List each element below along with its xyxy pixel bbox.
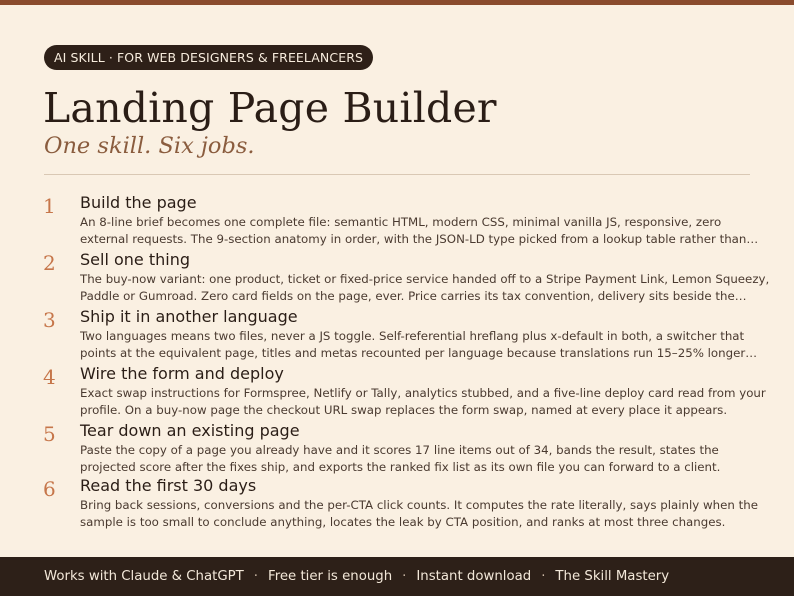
footer-item-download: Instant download (416, 569, 532, 584)
job-title: Build the page (80, 193, 197, 212)
footer-separator: · (541, 569, 546, 584)
job-description (80, 214, 770, 248)
job-description-line: points at the equivalent page, titles and metas recounted per language because translations run 15–25% longer… (80, 346, 758, 360)
job-number: 4 (43, 365, 56, 389)
job-description-line: sample is too small to conclude anything, locates the leak by CTA position, and ranks at most three changes. (80, 515, 726, 529)
job-title: Ship it in another language (80, 307, 298, 326)
job-number: 5 (43, 422, 56, 446)
job-number: 1 (43, 194, 56, 218)
job-description (80, 497, 770, 531)
job-title: Read the first 30 days (80, 476, 257, 495)
job-description-line: Exact swap instructions for Formspree, Netlify or Tally, analytics stubbed, and a five-line deploy card read from your (80, 386, 766, 400)
footer-features (44, 557, 669, 596)
header-divider (44, 174, 750, 175)
footer-bar (0, 557, 794, 596)
footer-item-compatibility: Works with Claude & ChatGPT (44, 569, 244, 584)
job-description-line: The buy-now variant: one product, ticket or fixed-price service handed off to a Stripe Payment Link, Lemon Squeezy, (80, 272, 770, 286)
category-badge: AI SKILL · FOR WEB DESIGNERS & FREELANCERS (44, 45, 373, 70)
job-title: Sell one thing (80, 250, 190, 269)
footer-item-free-tier: Free tier is enough (268, 569, 393, 584)
job-description (80, 271, 770, 305)
footer-separator: · (402, 569, 407, 584)
footer-separator: · (253, 569, 259, 584)
job-description (80, 385, 770, 419)
job-description (80, 328, 770, 362)
footer-item-brand: The Skill Mastery (555, 569, 670, 584)
job-number: 3 (43, 308, 56, 332)
page-title: Landing Page Builder (43, 84, 497, 132)
job-description-line: Bring back sessions, conversions and the per-CTA click counts. It computes the rate literally, says plainly when the (80, 498, 759, 512)
job-description-line: Paste the copy of a page you already have and it scores 17 line items out of 34, bands the result, states the (80, 443, 719, 457)
job-description-line: projected score after the fixes ship, and exports the ranked fix list as its own file you can forward to a client. (80, 460, 721, 474)
job-description-line: Two languages means two files, never a JS toggle. Self-referential hreflang plus x-default in both, a switcher that (80, 329, 745, 343)
job-description-line: profile. On a buy-now page the checkout URL swap replaces the form swap, named at every place it appears. (80, 403, 728, 417)
job-number: 6 (43, 477, 56, 501)
top-accent-bar (0, 0, 794, 5)
job-title: Tear down an existing page (80, 421, 300, 440)
job-description (80, 442, 770, 476)
page-subtitle: One skill. Six jobs. (44, 133, 255, 159)
job-number: 2 (43, 251, 56, 275)
job-description-line: An 8-line brief becomes one complete file: semantic HTML, modern CSS, minimal vanilla JS, responsive, zero (80, 215, 722, 229)
job-title: Wire the form and deploy (80, 364, 284, 383)
job-description-line: Paddle or Gumroad. Zero card fields on the page, ever. Price carries its tax convention, delivery sits beside the… (80, 289, 747, 303)
job-description-line: external requests. The 9-section anatomy in order, with the JSON-LD type picked from a lookup table rather than… (80, 232, 759, 246)
